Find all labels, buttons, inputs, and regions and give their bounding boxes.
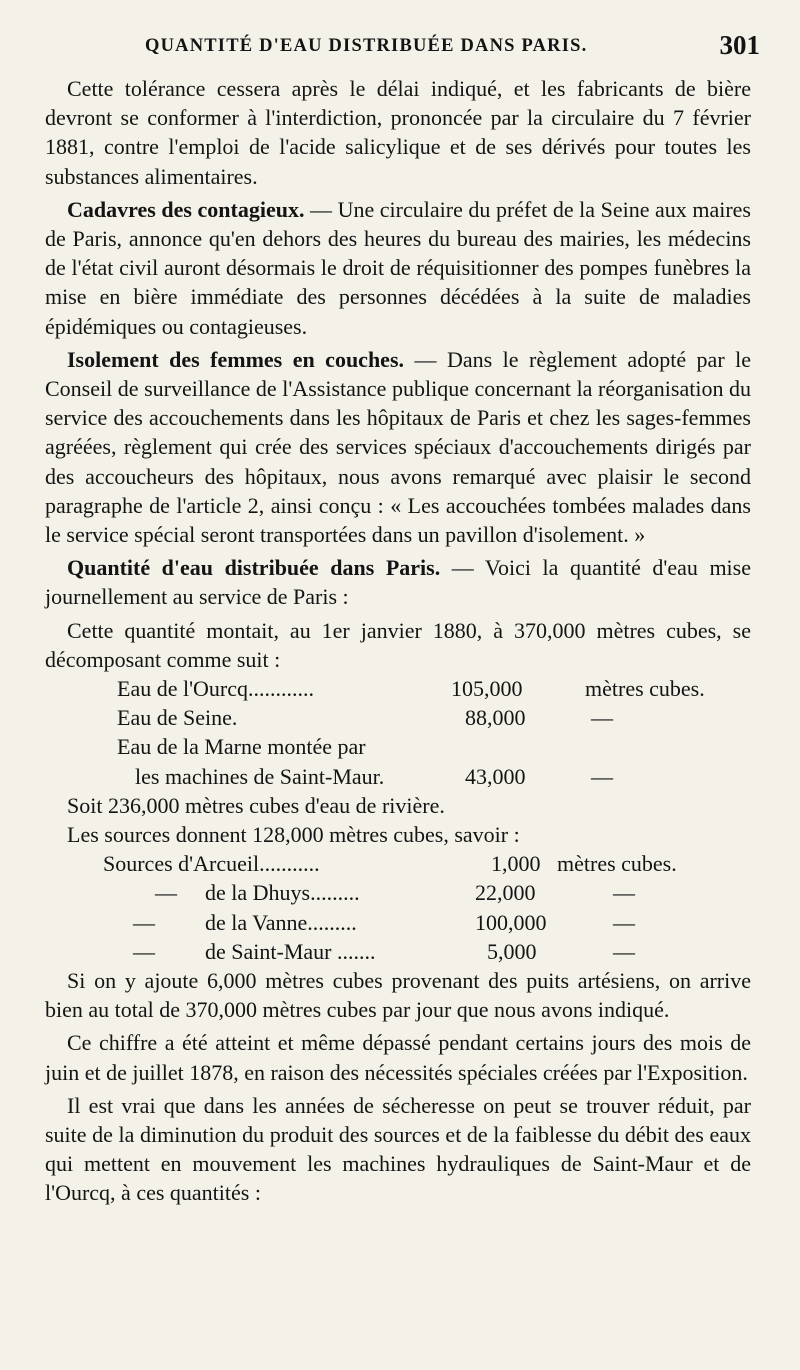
- row-value: 88,000: [465, 705, 526, 731]
- table-row: [45, 937, 751, 966]
- row-label: Eau de Seine.: [117, 705, 238, 731]
- water-table-rivers: [45, 674, 751, 791]
- paragraph-text: — Une circulaire du préfet de la Seine aux maires de Paris, annonce qu'en dehors des heures du bureau des mairies, les médecins de l'état civil auront désormais le droit de réquisitionner des pompes funèbres la mise en bière immédiate des personnes décédées à la suite de maladies épidémiques ou contagieuses.: [45, 196, 751, 339]
- ditto-dash: —: [591, 705, 613, 731]
- row-label: Sources d'Arcueil...........: [103, 851, 320, 877]
- row-label: Eau de l'Ourcq............: [117, 676, 315, 702]
- table-row: [45, 878, 751, 907]
- row-value: 100,000: [475, 909, 547, 935]
- row-value: 105,000: [451, 676, 523, 702]
- table-row: [45, 703, 751, 732]
- row-unit: mètres cubes.: [557, 851, 677, 877]
- page-number: 301: [719, 30, 760, 60]
- running-header: [60, 30, 760, 70]
- table-row: [45, 732, 751, 761]
- row-label: de la Dhuys.........: [205, 880, 360, 906]
- running-title: QUANTITÉ D'EAU DISTRIBUÉE DANS PARIS.: [145, 36, 588, 56]
- ditto-dash: —: [591, 763, 613, 789]
- row-label: les machines de Saint-Maur.: [135, 763, 385, 789]
- paragraph-text: — Voici la quantité d'eau mise journellement au service de Paris :: [45, 555, 751, 610]
- row-unit: mètres cubes.: [585, 676, 705, 702]
- table-row: [45, 762, 751, 791]
- paragraph: Les sources donnent 128,000 mètres cubes, savoir :: [67, 822, 520, 848]
- ditto-dash: —: [133, 938, 155, 964]
- table-row: [45, 849, 751, 878]
- ditto-dash: —: [613, 938, 635, 964]
- row-value: 43,000: [465, 763, 526, 789]
- row-value: 22,000: [475, 880, 536, 906]
- paragraph: Cette tolérance cessera après le délai indiqué, et les fabricants de bière devront se conformer à l'interdiction, prononcée par la circulaire du 7 février 1881, contre l'emploi de l'acide salicylique et de ses dérivés pour toutes les substances alimentaires.: [45, 76, 751, 189]
- water-table-sources: [45, 849, 751, 966]
- row-value: 5,000: [487, 938, 537, 964]
- paragraph: Si on y ajoute 6,000 mètres cubes provenant des puits artésiens, on arrive bien au total de 370,000 mètres cubes par jour que nous avons indiqué.: [45, 967, 751, 1023]
- table-row: [45, 908, 751, 937]
- paragraph-text: — Dans le règlement adopté par le Conseil de surveillance de l'Assistance publique concernant la réorganisation du service des accouchements dans les hôpitaux de Paris et chez les sages-femmes agréées, règlement qui crée des services spéciaux d'accouchements dirigés par des accoucheurs des hôpitaux, nous avons remarqué avec plaisir le second paragraphe de l'article 2, ainsi conçu : « Les accouchées tombées malades dans le service spécial seront transportées dans un pavillon d'isolement. »: [45, 346, 751, 548]
- ditto-dash: —: [613, 909, 635, 935]
- section-lead: Cadavres des contagieux.: [67, 196, 305, 222]
- ditto-dash: —: [155, 880, 177, 906]
- section-lead: Isolement des femmes en couches.: [67, 346, 405, 372]
- ditto-dash: —: [613, 880, 635, 906]
- row-label: de la Vanne.........: [205, 909, 357, 935]
- section-lead: Quantité d'eau distribuée dans Paris.: [67, 555, 441, 581]
- paragraph: [45, 195, 751, 341]
- paragraph: Cette quantité montait, au 1er janvier 1880, à 370,000 mètres cubes, se décomposant comme suit :: [45, 617, 751, 672]
- row-label: de Saint-Maur .......: [205, 938, 376, 964]
- table-row: [45, 674, 751, 703]
- paragraph: Ce chiffre a été atteint et même dépassé pendant certains jours des mois de juin et de juillet 1878, en raison des nécessités spéciales créées par l'Exposition.: [45, 1030, 751, 1085]
- paragraph: [45, 553, 751, 611]
- row-value: 1,000: [491, 851, 541, 877]
- paragraph: Soit 236,000 mètres cubes d'eau de rivière.: [67, 792, 445, 818]
- row-label: Eau de la Marne montée par: [117, 734, 366, 760]
- ditto-dash: —: [133, 909, 155, 935]
- body-text: [45, 74, 751, 1208]
- paragraph: Il est vrai que dans les années de sécheresse on peut se trouver réduit, par suite de la diminution du produit des sources et de la faiblesse du débit des eaux qui mettent en mouvement les machines hydrauliques de Saint-Maur et de l'Ourcq, à ces quantités :: [45, 1092, 751, 1206]
- paragraph: [45, 345, 751, 549]
